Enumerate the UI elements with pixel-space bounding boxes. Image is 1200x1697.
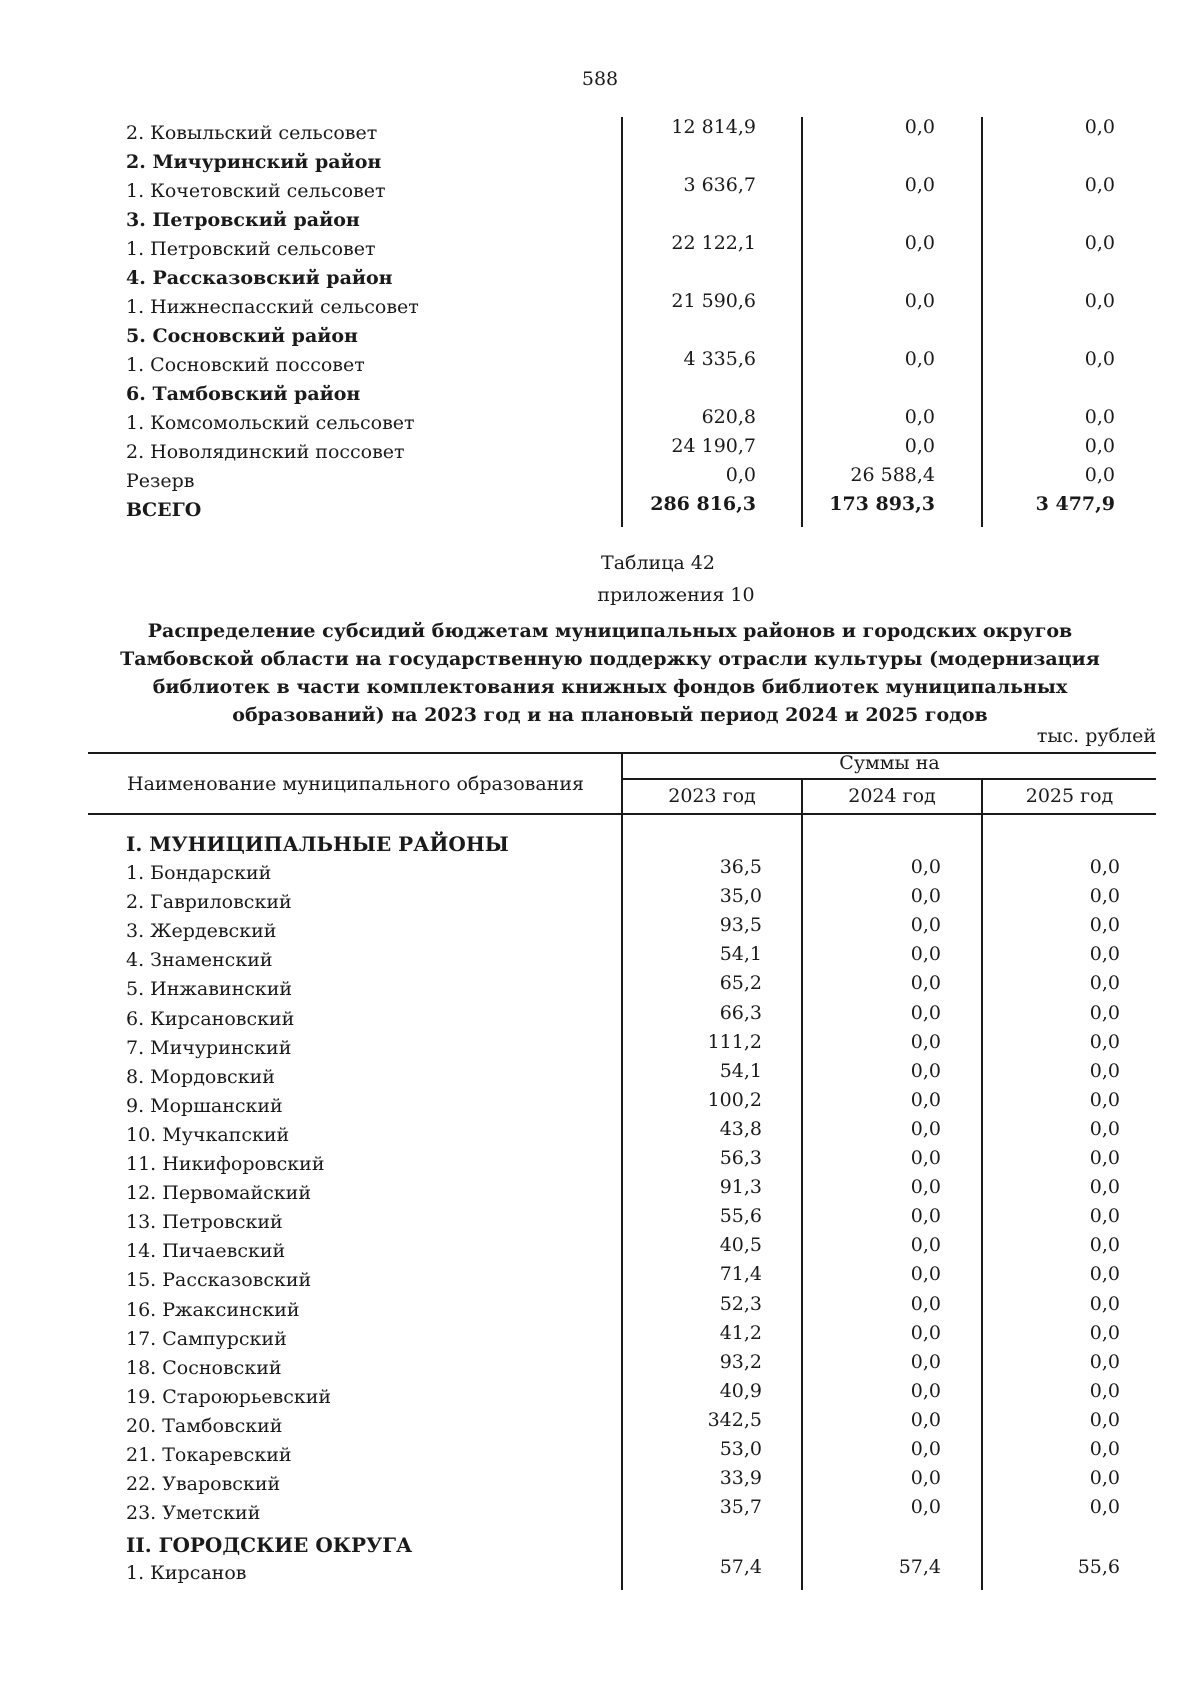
cell-2023: 36,5 xyxy=(719,856,762,878)
section-municipal-districts: I. МУНИЦИПАЛЬНЫЕ РАЙОНЫ xyxy=(126,832,509,856)
cell-name: 6. Кирсановский xyxy=(126,1007,295,1030)
cell-2024: 0,0 xyxy=(910,914,941,937)
cell-name: ВСЕГО xyxy=(126,499,202,521)
cell-name: 1. Петровский сельсовет xyxy=(126,238,376,260)
cell-2025: 0,0 xyxy=(1084,406,1115,428)
cell-2025: 0,0 xyxy=(1084,290,1115,312)
cell-name: 1. Кочетовский сельсовет xyxy=(126,180,386,202)
cell-2025: 0,0 xyxy=(1089,1147,1120,1169)
cell-2023: 91,3 xyxy=(719,1176,762,1199)
cell-2024: 0,0 xyxy=(910,885,941,908)
cell-2024: 0,0 xyxy=(910,1147,941,1169)
cell-2025: 0,0 xyxy=(1089,1408,1120,1431)
cell-2023: 12 814,9 xyxy=(671,116,756,138)
cell-2023: 35,7 xyxy=(719,1496,762,1519)
cell-name: 15. Рассказовский xyxy=(126,1269,312,1292)
cell-name: 4. Рассказовский район xyxy=(126,267,393,289)
cell-name: 13. Петровский xyxy=(126,1211,283,1234)
cell-name: 12. Первомайский xyxy=(126,1182,311,1205)
cell-2023: 53,0 xyxy=(719,1438,762,1460)
cell-2025: 0,0 xyxy=(1084,232,1115,254)
cell-2025: 0,0 xyxy=(1089,1059,1120,1082)
cell-2024: 0,0 xyxy=(910,1176,941,1199)
table2-sums-rule xyxy=(621,778,1156,780)
cell-name: 1. Кирсанов xyxy=(126,1562,247,1584)
cell-name: 1. Бондарский xyxy=(126,862,272,884)
cell-2023: 93,2 xyxy=(719,1350,762,1373)
cell-2024: 0,0 xyxy=(910,1379,941,1402)
cell-name: 20. Тамбовский xyxy=(126,1414,283,1437)
cell-name: 1. Комсомольский сельсовет xyxy=(126,412,415,434)
table-number: Таблица 42 xyxy=(601,552,715,574)
cell-name: Резерв xyxy=(126,470,195,492)
table-row xyxy=(0,493,1200,528)
cell-2025: 0,0 xyxy=(1089,856,1120,878)
cell-name: 18. Сосновский xyxy=(126,1356,282,1379)
cell-2024: 0,0 xyxy=(910,1292,941,1315)
cell-2023: 54,1 xyxy=(719,1059,762,1082)
table-row xyxy=(0,116,1200,151)
header-2023: 2023 год xyxy=(668,785,756,807)
cell-name: 1. Сосновский поссовет xyxy=(126,354,365,376)
cell-2025: 0,0 xyxy=(1089,1117,1120,1140)
cell-name: 17. Сампурский xyxy=(126,1327,287,1350)
cell-2023: 55,6 xyxy=(719,1205,762,1228)
cell-2023: 22 122,1 xyxy=(671,232,756,254)
cell-2024: 0,0 xyxy=(910,1088,941,1111)
cell-2023: 111,2 xyxy=(707,1030,762,1053)
cell-name: 2. Новолядинский поссовет xyxy=(126,441,405,463)
cell-2024: 0,0 xyxy=(904,406,935,428)
cell-2023: 65,2 xyxy=(719,972,762,995)
table-row xyxy=(0,1556,1200,1591)
cell-name: 2. Гавриловский xyxy=(126,891,292,914)
cell-2023: 93,5 xyxy=(719,914,762,937)
cell-2023: 100,2 xyxy=(707,1088,762,1111)
cell-name: 19. Староюрьевский xyxy=(126,1385,332,1408)
cell-2023: 52,3 xyxy=(719,1292,762,1315)
cell-2025: 0,0 xyxy=(1084,348,1115,370)
cell-2024: 57,4 xyxy=(898,1556,941,1578)
header-name-column: Наименование муниципального образования xyxy=(127,773,584,795)
appendix-number: приложения 10 xyxy=(597,584,755,606)
cell-2025: 0,0 xyxy=(1084,464,1115,486)
cell-2023: 286 816,3 xyxy=(650,493,756,515)
cell-2024: 0,0 xyxy=(904,116,935,138)
cell-2025: 0,0 xyxy=(1089,972,1120,995)
cell-name: 6. Тамбовский район xyxy=(126,383,361,405)
cell-2025: 0,0 xyxy=(1089,1467,1120,1490)
cell-2023: 57,4 xyxy=(719,1556,762,1578)
cell-2023: 54,1 xyxy=(719,943,762,966)
cell-name: 14. Пичаевский xyxy=(126,1240,286,1263)
cell-2025: 0,0 xyxy=(1089,1176,1120,1199)
cell-2025: 0,0 xyxy=(1089,943,1120,966)
cell-2025: 0,0 xyxy=(1089,1379,1120,1402)
cell-2024: 0,0 xyxy=(910,1438,941,1460)
cell-2024: 0,0 xyxy=(904,435,935,457)
cell-name: 9. Моршанский xyxy=(126,1094,283,1117)
cell-2025: 0,0 xyxy=(1089,1350,1120,1373)
cell-2023: 35,0 xyxy=(719,885,762,908)
cell-2024: 173 893,3 xyxy=(829,493,935,515)
cell-name: 1. Нижнеспасский сельсовет xyxy=(126,296,419,318)
cell-name: 2. Мичуринский район xyxy=(126,151,382,173)
cell-2025: 55,6 xyxy=(1077,1556,1120,1578)
cell-name: 5. Инжавинский xyxy=(126,978,293,1001)
cell-2025: 3 477,9 xyxy=(1035,493,1115,515)
cell-2025: 0,0 xyxy=(1089,1001,1120,1024)
cell-2024: 0,0 xyxy=(910,1408,941,1431)
cell-2023: 4 335,6 xyxy=(683,348,756,370)
cell-2023: 342,5 xyxy=(707,1408,762,1431)
cell-2024: 0,0 xyxy=(910,1234,941,1257)
cell-2024: 0,0 xyxy=(910,972,941,995)
cell-2024: 0,0 xyxy=(910,1350,941,1373)
cell-2023: 40,9 xyxy=(719,1379,762,1402)
cell-2025: 0,0 xyxy=(1089,1496,1120,1519)
cell-2023: 24 190,7 xyxy=(671,435,756,457)
cell-2024: 0,0 xyxy=(910,856,941,878)
cell-2024: 0,0 xyxy=(910,1467,941,1490)
cell-2025: 0,0 xyxy=(1089,1321,1120,1344)
cell-2024: 0,0 xyxy=(904,174,935,196)
page-number: 588 xyxy=(581,68,619,90)
cell-name: 11. Никифоровский xyxy=(126,1153,325,1175)
cell-2024: 0,0 xyxy=(910,1059,941,1082)
cell-2025: 0,0 xyxy=(1084,174,1115,196)
cell-2025: 0,0 xyxy=(1084,435,1115,457)
cell-2024: 0,0 xyxy=(910,1321,941,1344)
cell-2024: 0,0 xyxy=(910,1205,941,1228)
cell-2025: 0,0 xyxy=(1089,1263,1120,1286)
table-row xyxy=(0,348,1200,383)
cell-name: 8. Мордовский xyxy=(126,1065,275,1088)
cell-2023: 71,4 xyxy=(719,1263,762,1286)
cell-2023: 33,9 xyxy=(719,1467,762,1490)
cell-2023: 21 590,6 xyxy=(671,290,756,312)
cell-2025: 0,0 xyxy=(1089,914,1120,937)
cell-2025: 0,0 xyxy=(1084,116,1115,138)
cell-2023: 43,8 xyxy=(719,1117,762,1140)
cell-2023: 41,2 xyxy=(719,1321,762,1344)
cell-2023: 66,3 xyxy=(719,1001,762,1024)
cell-2025: 0,0 xyxy=(1089,885,1120,908)
cell-2024: 0,0 xyxy=(904,290,935,312)
cell-2024: 0,0 xyxy=(910,1030,941,1053)
table-row xyxy=(0,232,1200,267)
cell-2023: 40,5 xyxy=(719,1234,762,1257)
section-city-okrugs: II. ГОРОДСКИЕ ОКРУГА xyxy=(126,1533,413,1557)
cell-name: 2. Ковыльский сельсовет xyxy=(126,122,378,144)
unit-label: тыс. рублей xyxy=(1036,725,1156,747)
cell-name: 3. Петровский район xyxy=(126,209,360,231)
cell-2024: 0,0 xyxy=(904,232,935,254)
header-2024: 2024 год xyxy=(848,785,936,807)
cell-2024: 26 588,4 xyxy=(850,464,935,486)
cell-name: 5. Сосновский район xyxy=(126,325,358,347)
cell-2024: 0,0 xyxy=(910,1117,941,1140)
cell-2024: 0,0 xyxy=(910,1001,941,1024)
cell-2025: 0,0 xyxy=(1089,1292,1120,1315)
cell-2024: 0,0 xyxy=(910,1263,941,1286)
table-row xyxy=(0,174,1200,209)
cell-name: 3. Жердевский xyxy=(126,920,277,943)
cell-2025: 0,0 xyxy=(1089,1030,1120,1053)
cell-2023: 56,3 xyxy=(719,1147,762,1169)
cell-2023: 0,0 xyxy=(725,464,756,486)
header-sums: Суммы на xyxy=(839,752,940,774)
cell-name: 23. Уметский xyxy=(126,1502,261,1525)
cell-2025: 0,0 xyxy=(1089,1438,1120,1460)
cell-name: 7. Мичуринский xyxy=(126,1036,292,1059)
cell-2025: 0,0 xyxy=(1089,1205,1120,1228)
table-row xyxy=(0,290,1200,325)
cell-2023: 3 636,7 xyxy=(683,174,756,196)
cell-name: 10. Мучкапский xyxy=(126,1123,290,1146)
cell-name: 22. Уваровский xyxy=(126,1473,281,1496)
cell-2025: 0,0 xyxy=(1089,1088,1120,1111)
cell-2025: 0,0 xyxy=(1089,1234,1120,1257)
cell-name: 21. Токаревский xyxy=(126,1444,292,1466)
cell-2024: 0,0 xyxy=(910,943,941,966)
table-title: Распределение субсидий бюджетам муниципальных районов и городских округов Тамбовской области на государственную поддержку отрасли культуры (модернизация библиотек в части комплектования книжных фондов библиотек муниципальных образований) на 2023 год и на плановый период 2024 и 2025 годов xyxy=(120,620,1100,726)
cell-2024: 0,0 xyxy=(910,1496,941,1519)
table-row xyxy=(0,1496,1200,1531)
cell-2024: 0,0 xyxy=(904,348,935,370)
header-2025: 2025 год xyxy=(1025,785,1114,807)
cell-name: 16. Ржаксинский xyxy=(126,1298,300,1321)
cell-name: 4. Знаменский xyxy=(126,949,273,972)
cell-2023: 620,8 xyxy=(701,406,756,428)
